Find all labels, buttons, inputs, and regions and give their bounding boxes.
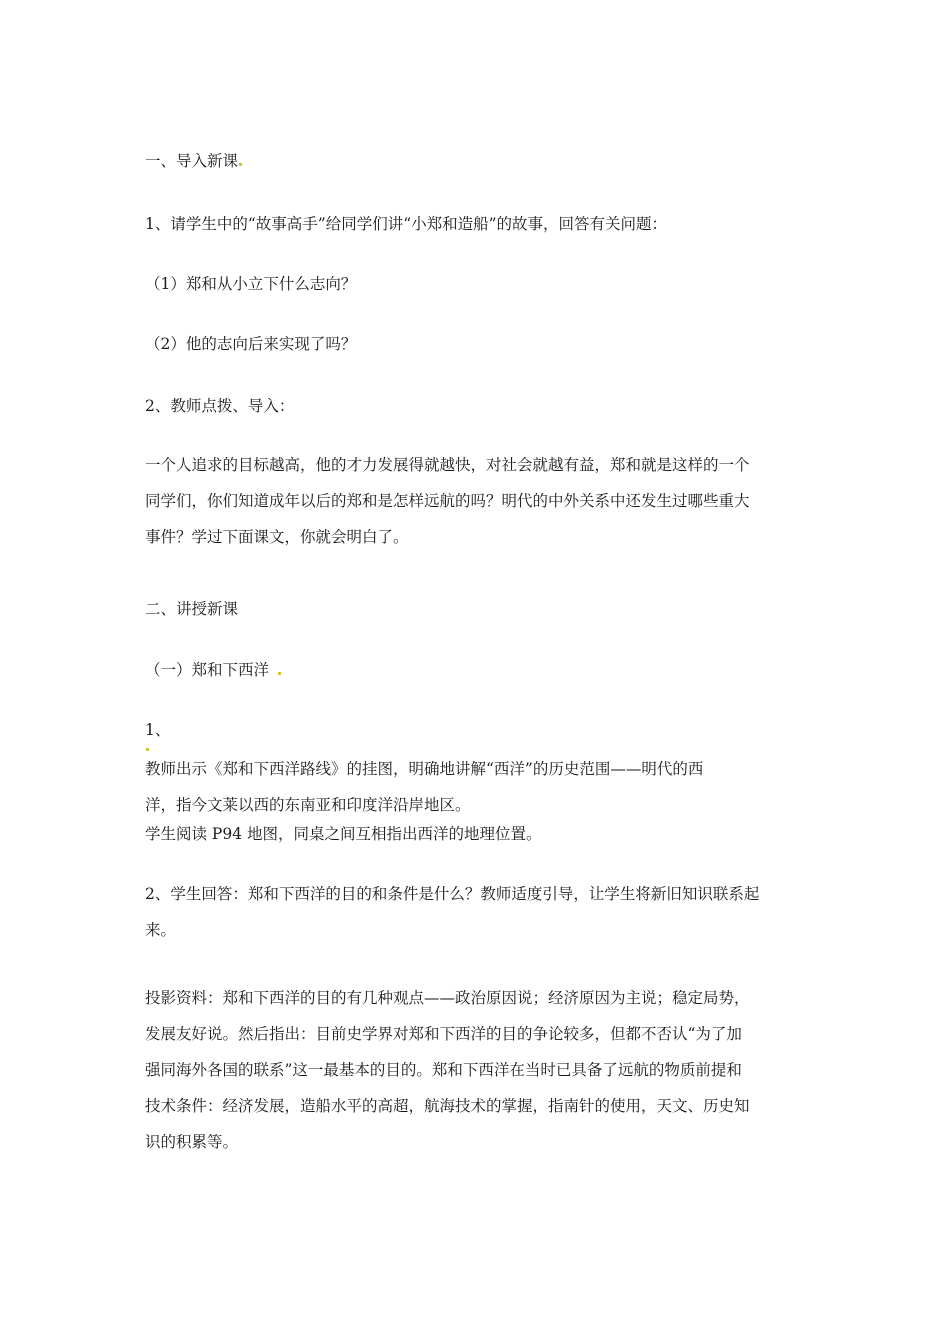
projection-line: 识的积累等。 bbox=[145, 1133, 239, 1151]
projection-line: 强同海外各国的联系”这一最基本的目的。郑和下西洋在当时已具备了远航的物质前提和 bbox=[145, 1061, 742, 1079]
projection-line: 发展友好说。然后指出：目前史学界对郑和下西洋的目的争论较多，但都不否认“为了加 bbox=[145, 1025, 742, 1043]
point-2-line: 2、学生回答：郑和下西洋的目的和条件是什么？教师适度引导，让学生将新旧知识联系起 bbox=[145, 885, 760, 903]
point-2-paragraph bbox=[145, 876, 810, 948]
intro-paragraph bbox=[145, 447, 810, 555]
section-heading-new-lesson: 二、讲授新课 bbox=[145, 600, 239, 618]
item-1: 1、请学生中的“故事高手”给同学们讲“小郑和造船”的故事，回答有关问题： bbox=[145, 215, 668, 233]
point-2-line: 来。 bbox=[145, 921, 177, 939]
section-heading-intro: 一、导入新课 bbox=[145, 151, 810, 171]
item-2: 2、教师点拨、导入： bbox=[145, 397, 295, 415]
intro-line: 事件？学过下面课文，你就会明白了。 bbox=[145, 528, 409, 546]
projection-paragraph bbox=[145, 980, 810, 1160]
question-2: （2）他的志向后来实现了吗？ bbox=[145, 335, 357, 353]
annotation-mark bbox=[239, 163, 242, 166]
intro-line: 同学们，你们知道成年以后的郑和是怎样远航的吗？明代的中外关系中还发生过哪些重大 bbox=[145, 492, 750, 510]
projection-line: 技术条件：经济发展，造船水平的高超，航海技术的掌握，指南针的使用，天文、历史知 bbox=[145, 1097, 750, 1115]
annotation-mark bbox=[278, 672, 281, 675]
point-1-paragraph bbox=[145, 712, 810, 823]
question-1: （1）郑和从小立下什么志向？ bbox=[145, 275, 357, 293]
reading-task: 学生阅读 P94 地图，同桌之间互相指出西洋的地理位置。 bbox=[145, 825, 542, 843]
subsection-heading-zhenghe: （一）郑和下西洋 bbox=[145, 660, 810, 680]
point-1-line: 1、 教师出示《郑和下西洋路线》的挂图，明确地讲解“西洋”的历史范围——明代的西 bbox=[145, 721, 704, 778]
intro-line: 一个人追求的目标越高，他的才力发展得就越快，对社会就越有益，郑和就是这样的一个 bbox=[145, 456, 750, 474]
projection-line: 投影资料：郑和下西洋的目的有几种观点——政治原因说；经济原因为主说；稳定局势， bbox=[145, 989, 750, 1007]
annotation-mark bbox=[146, 748, 149, 751]
point-1-line: 洋，指今文莱以西的东南亚和印度洋沿岸地区。 bbox=[145, 796, 471, 814]
